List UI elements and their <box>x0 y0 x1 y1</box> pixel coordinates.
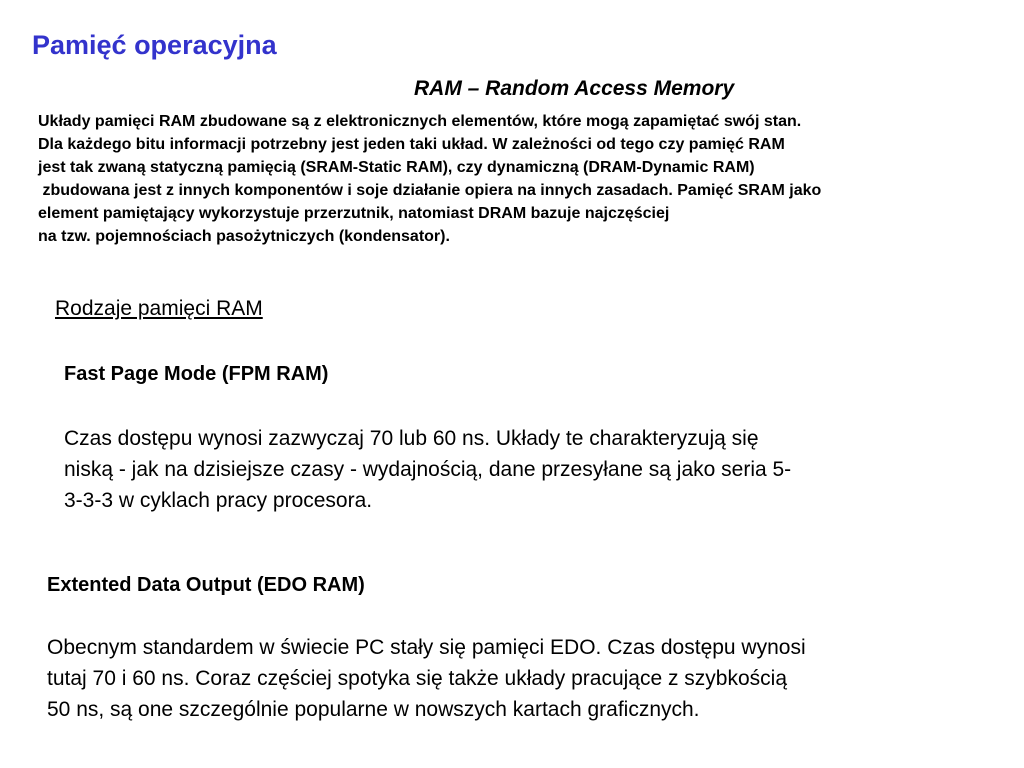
fpm-line: 3-3-3 w cyklach pracy procesora. <box>64 489 373 512</box>
section-heading-ram-types: Rodzaje pamięci RAM <box>55 297 263 320</box>
edo-paragraph <box>47 632 987 725</box>
intro-line: jest tak zwaną statyczną pamięcią (SRAM-Static RAM), czy dynamiczną (DRAM-Dynamic RAM) <box>38 159 755 176</box>
fpm-line: Czas dostępu wynosi zazwyczaj 70 lub 60 ns. Układy te charakteryzują się <box>64 427 759 450</box>
intro-line: Dla każdego bitu informacji potrzebny jest jeden taki układ. W zależności od tego czy pamięć RAM <box>38 136 785 153</box>
fpm-line: niską - jak na dzisiejsze czasy - wydajnością, dane przesyłane są jako seria 5- <box>64 458 792 481</box>
intro-line: na tzw. pojemnościach pasożytniczych (kondensator). <box>38 228 450 245</box>
intro-paragraph <box>38 110 1018 248</box>
slide-subtitle: RAM – Random Access Memory <box>414 77 735 100</box>
slide-title: Pamięć operacyjna <box>32 30 277 60</box>
fpm-paragraph <box>64 423 964 516</box>
intro-line: zbudowana jest z innych komponentów i soje działanie opiera na innych zasadach. Pamięć SRAM jako <box>38 182 822 199</box>
intro-line: Układy pamięci RAM zbudowane są z elektronicznych elementów, które mogą zapamiętać swój stan. <box>38 113 802 130</box>
edo-line: Obecnym standardem w świecie PC stały się pamięci EDO. Czas dostępu wynosi <box>47 636 806 659</box>
edo-line: tutaj 70 i 60 ns. Coraz częściej spotyka się także układy pracujące z szybkością <box>47 667 788 690</box>
intro-line: element pamiętający wykorzystuje przerzutnik, natomiast DRAM bazuje najczęściej <box>38 205 670 222</box>
fpm-heading: Fast Page Mode (FPM RAM) <box>64 363 329 385</box>
edo-line: 50 ns, są one szczególnie popularne w nowszych kartach graficznych. <box>47 698 700 721</box>
edo-heading: Extented Data Output (EDO RAM) <box>47 574 365 596</box>
